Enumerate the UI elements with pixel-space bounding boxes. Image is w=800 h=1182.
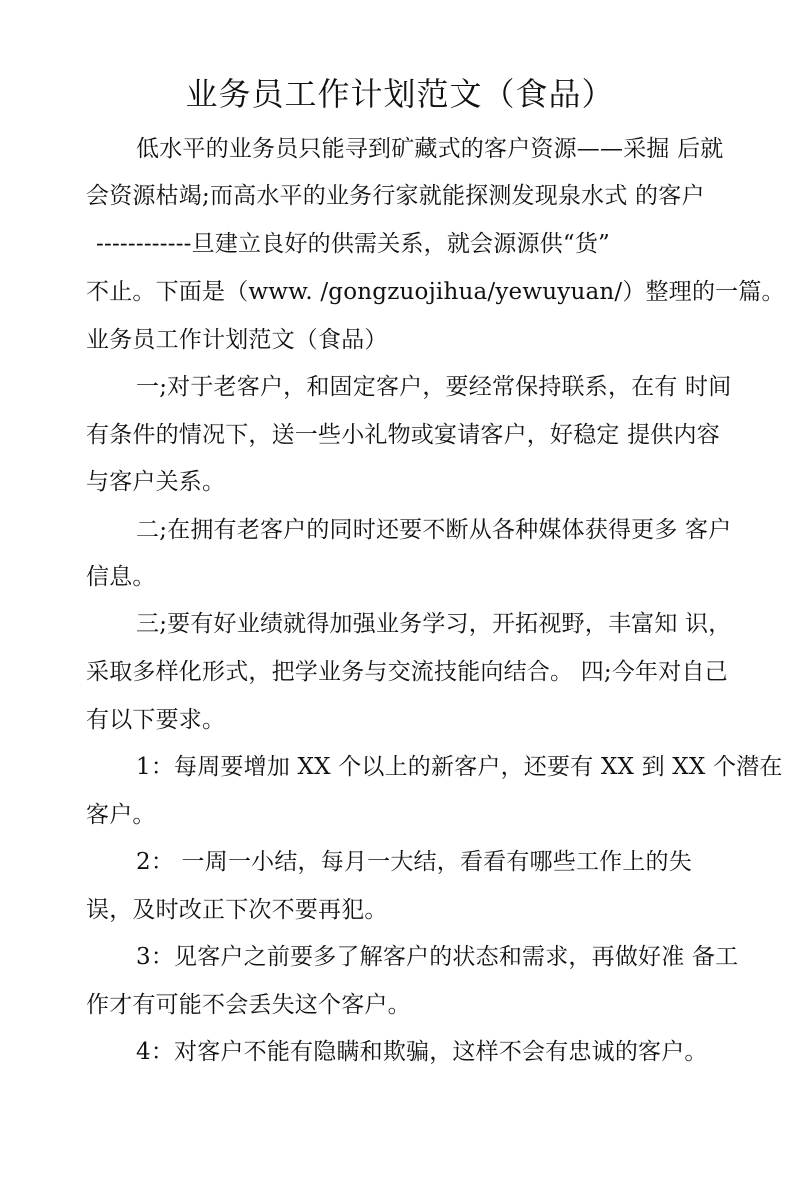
list-item: 4：对客户不能有隐瞒和欺骗，这样不会有忠诚的客户。: [136, 1039, 708, 1065]
paragraph-line: 有以下要求。: [86, 707, 226, 733]
paragraph-line: 不止。下面是（www. /gongzuojihua/yewuyuan/）整理的一篇。: [86, 279, 785, 305]
page-title: 业务员工作计划范文（食品）: [185, 75, 615, 113]
paragraph-line: 信息。: [86, 564, 156, 590]
paragraph-line: 一;对于老客户，和固定客户，要经常保持联系，在有 时间: [136, 374, 732, 400]
paragraph-line: 低水平的业务员只能寻到矿藏式的客户资源——采掘 后就: [136, 136, 724, 162]
paragraph-line: 采取多样化形式，把学业务与交流技能向结合。 四;今年对自己: [86, 659, 728, 685]
paragraph-line: 有条件的情况下，送一些小礼物或宴请客户，好稳定 提供内容: [86, 422, 720, 448]
paragraph-line: 客户。: [86, 802, 156, 828]
list-item: 1：每周要增加 XX 个以上的新客户，还要有 XX 到 XX 个潜在: [136, 754, 783, 780]
paragraph-line: 误，及时改正下次不要再犯。: [86, 897, 388, 923]
paragraph-line: 三;要有好业绩就得加强业务学习，开拓视野，丰富知 识，: [136, 611, 732, 637]
paragraph-line: 二;在拥有老客户的同时还要不断从各种媒体获得更多 客户: [136, 517, 732, 543]
paragraph-line: 与客户关系。: [86, 469, 226, 495]
list-item: 2： 一周一小结，每月一大结，看看有哪些工作上的失: [136, 849, 692, 875]
paragraph-line: 会资源枯竭;而高水平的业务行家就能探测发现泉水式 的客户: [86, 183, 705, 209]
list-item: 3：见客户之前要多了解客户的状态和需求，再做好准 备工: [136, 944, 739, 970]
paragraph-line: 作才有可能不会丢失这个客户。: [86, 992, 411, 1018]
paragraph-line: ------------旦建立良好的供需关系，就会源源供“货”: [96, 231, 610, 257]
section-heading: 业务员工作计划范文（食品）: [86, 327, 388, 353]
